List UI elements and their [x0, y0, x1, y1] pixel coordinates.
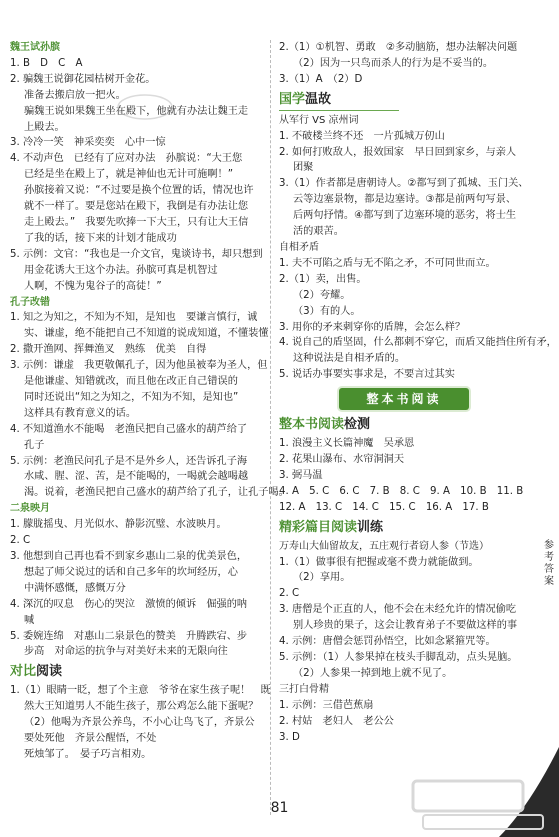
answer-line: 1. 夫不可陷之盾与无不陷之矛，不可同世而立。 [279, 257, 496, 269]
answer-continuation: 别人珍贵的果子，这会让教育弟子不要做这样的事 [293, 620, 518, 632]
answer-continuation: （2）他喝为齐景公养鸟，不小心让鸟飞了，齐景公 [24, 717, 255, 729]
answer-continuation: 孙膑接着又说：“不过要是换个位置的话，情况也许 [24, 185, 254, 197]
section-heading-text: 国学 [279, 91, 306, 107]
answer-line: 4. 示例：唐僧会惩罚孙悟空，比如念紧箍咒等。 [279, 636, 496, 648]
answer-line: 2.（1）卖，出售。 [279, 273, 367, 285]
answer-continuation: 同时还说出“知之为知之，不知为不知，是知也” [24, 391, 239, 403]
subsection-title: 二泉映月 [10, 503, 50, 515]
subsection-title: 三打白骨精 [279, 683, 329, 695]
side-tab-char: 案 [544, 576, 554, 587]
section-heading [279, 415, 529, 434]
answer-line: 3. 用你的矛来刺穿你的盾牌，会怎么样？ [279, 321, 466, 333]
answer-line: 3.（1）作者都是唐朝诗人。②都写到了孤城、玉门关、 [279, 178, 529, 190]
answer-line: 3. 示例：谦虚 我更敬佩孔子，因为他虽被奉为圣人，但 [10, 360, 268, 372]
answer-line: 1.（1）眼睛一眨，想了个主意 爷爷在家生孩子呢！ 既 [10, 685, 271, 697]
answer-continuation: 团聚 [293, 162, 314, 174]
answer-continuation: 想起了师父说过的话和自己多年的坎坷经历，心 [24, 566, 238, 578]
answer-line: 3. 弼马温 [279, 469, 323, 481]
section-heading-text: 整本书阅读 [279, 417, 345, 433]
answer-line: 5. 说话办事要实事求是，不要言过其实 [279, 369, 455, 381]
answer-continuation: 准备去搬启放一把火。 [24, 89, 126, 101]
answer-continuation: 上殿去。 [24, 121, 65, 133]
reference-answer-tab [539, 540, 559, 600]
answer-continuation: （2）享用。 [293, 572, 351, 584]
answer-continuation: 渴。说着，老渔民把自己盛水的葫芦给了孔子，让孔子喝。 [24, 487, 289, 499]
answer-line: 5. 示例：（1）人参果掉在枝头手脚乱动，点头晃脑。 [279, 652, 518, 663]
answer-continuation: （2）因为一只鸟而杀人的行为是不妥当的。 [293, 57, 494, 69]
answer-continuation: 这样具有教育意义的话。 [24, 407, 137, 419]
side-tab-char: 答 [544, 564, 554, 575]
answer-line: 2. 撒开渔网、挥舞渔叉 熟练 优美 自得 [10, 344, 207, 356]
answer-line: 1. 不破楼兰终不还 一片孤城万仞山 [279, 130, 445, 142]
answer-line: 2. C [10, 535, 31, 547]
answer-line: 3. 唐僧是个正直的人，他不会在未经允许的情况偷吃 [279, 604, 517, 616]
answer-continuation: 喊 [24, 614, 35, 626]
section-heading-text: 对比 [10, 664, 37, 680]
answer-continuation: 人啊，不愧为鬼谷子的高徒！” [24, 280, 162, 292]
answer-continuation: 是他谦虚、知错就改，而且他在改正自己错误的 [24, 376, 238, 388]
answer-continuation: 了我的话，接下来的计划才能成功 [24, 232, 177, 244]
answer-continuation: 这种说法是自相矛盾的。 [293, 353, 406, 365]
answer-line: 1. 浪漫主义长篇神魔 吴承恩 [279, 438, 415, 450]
answer-line: 1. 知之为知之，不知为不知，是知也 要谦言慎行，诚 [10, 312, 258, 324]
column-divider [270, 40, 271, 815]
subsection-title: 从军行 VS 凉州词 [279, 114, 359, 126]
section-heading-suffix: 阅读 [36, 664, 63, 680]
answer-continuation: 孔子 [24, 439, 45, 451]
subsection-title: 孔子改错 [10, 296, 50, 308]
answer-continuation: 后两句抒情。④都写到了边塞环境的恶劣，将士生 [293, 210, 517, 222]
answer-line: 3. 他想到自己再也看不到家乡惠山二泉的优美景色， [10, 551, 248, 562]
section-banner: 整本书阅读 [339, 388, 469, 410]
answer-line: 4. 不知道渔水不能喝 老渔民把自己盛水的葫芦给了 [10, 423, 248, 435]
left-column [10, 40, 289, 763]
answer-line: 5. 示例：文官：“我也是一介文官，鬼谈诗书，却只想到 [10, 248, 263, 260]
section-heading [279, 90, 399, 111]
answer-line: 2. 如何打败敌人，报效国家 早日回到家乡，与亲人 [279, 146, 517, 158]
subsection-title: 万寿山大仙留故友，五庄观行者窃人参（节选） [279, 540, 489, 552]
answer-line: 2. 骗魏王说御花园枯树开金花。 [10, 73, 156, 85]
faint-stamp-mark [115, 92, 175, 122]
answer-line: 2.（1）①机智、勇敢 ②多动脑筋，想办法解决问题 [279, 42, 518, 53]
answer-continuation: （3）有的人。 [293, 305, 361, 317]
watermark-logo [403, 773, 553, 833]
side-tab-char: 考 [544, 552, 554, 563]
answer-continuation: 活的艰苦。 [293, 226, 344, 238]
answer-line: 4. 深沉的叹息 伤心的哭泣 激愤的倾诉 倔强的呐 [10, 598, 248, 610]
answer-continuation: 实、谦虚，绝不能把自己不知道的说成知道，不懂装懂 [24, 328, 269, 340]
side-tab-char: 参 [544, 540, 554, 551]
answer-line: 4. A 5. C 6. C 7. B 8. C 9. A 10. B 11. B [279, 485, 524, 497]
section-heading-text: 精彩篇目阅读 [279, 519, 358, 535]
answer-continuation: 步高 对命运的抗争与对美好未来的无限向往 [24, 646, 228, 658]
answer-line: 4. 不动声色 已经有了应对办法 孙膑说：“大王您 [10, 153, 243, 165]
answer-line: 1. 示例：三借芭蕉扇 [279, 699, 374, 711]
answer-line: 5. 示例：老渔民问孔子是不是外乡人，还告诉孔子海 [10, 455, 248, 467]
answer-continuation: 水咸、腥、涩、苦，是不能喝的，一喝就会越喝越 [24, 471, 249, 483]
answer-continuation: 然大王知道男人不能生孩子，那公鸡怎么能下蛋呢？ [24, 701, 259, 713]
answer-line: 2. 村姑 老妇人 老公公 [279, 715, 394, 727]
answer-line: 4. 说自己的盾坚固，什么都刺不穿它，而盾又能挡住所有矛， [279, 337, 557, 349]
section-heading-suffix: 检测 [344, 417, 371, 433]
answer-line: 1. B D C A [10, 57, 83, 69]
answer-line: 3.（1）A （2）D [279, 73, 363, 85]
answer-line: 2. C [279, 588, 300, 600]
answer-continuation: 已经是坐在殿上了，就是神仙也无计可施啊！” [24, 169, 234, 181]
answer-continuation: 就不一样了。要是您站在殿下，我倒是有办法让您 [24, 201, 249, 213]
answer-continuation: 云等边塞景物，都是边塞诗。③都是前两句写景、 [293, 194, 517, 206]
answer-continuation: 死烛邹了。 晏子巧言相劝。 [24, 748, 152, 760]
answer-continuation: （2）夸耀。 [293, 289, 351, 301]
answer-line: 2. 花果山瀑布、水帘洞洞天 [279, 454, 405, 466]
section-heading [279, 518, 529, 537]
answer-continuation: （2）人参果一掉到地上就不见了。 [293, 667, 453, 679]
section-heading-suffix: 训练 [357, 519, 384, 535]
subsection-title: 自相矛盾 [279, 241, 319, 253]
subsection-title: 魏王试孙膑 [10, 42, 60, 53]
answer-continuation: 骗魏王说如果魏王坐在殿下，他就有办法让魏王走 [24, 105, 249, 117]
answer-continuation: 走上殿去。” 我要先吹捧一下大王，只有让大王信 [24, 216, 249, 228]
page-number: 81 [270, 800, 289, 816]
answer-continuation: 要处死他 齐景公醒悟，不处 [24, 733, 157, 745]
right-column [279, 40, 557, 745]
answer-line: 1. 朦胧摇曳、月光似水、静影沉璧、水波映月。 [10, 519, 227, 531]
answer-line: 12. A 13. C 14. C 15. C 16. A 17. B [279, 501, 489, 513]
section-heading-suffix: 温故 [305, 91, 332, 107]
answer-line: 1.（1）做事很有把握或毫不费力就能做到。 [279, 556, 479, 568]
answer-continuation: 中满怀感慨，感慨万分 [24, 582, 126, 594]
section-heading [10, 662, 262, 681]
answer-line: 5. 委婉连绵 对惠山二泉景色的赞美 升腾跌宕、步 [10, 630, 248, 642]
answer-line: 3. D [279, 731, 300, 743]
answer-line: 3. 冷冷一笑 神采奕奕 心中一惊 [10, 137, 166, 149]
answer-continuation: 用金花诱大王这个办法。孙膑可真是机智过 [24, 264, 218, 276]
